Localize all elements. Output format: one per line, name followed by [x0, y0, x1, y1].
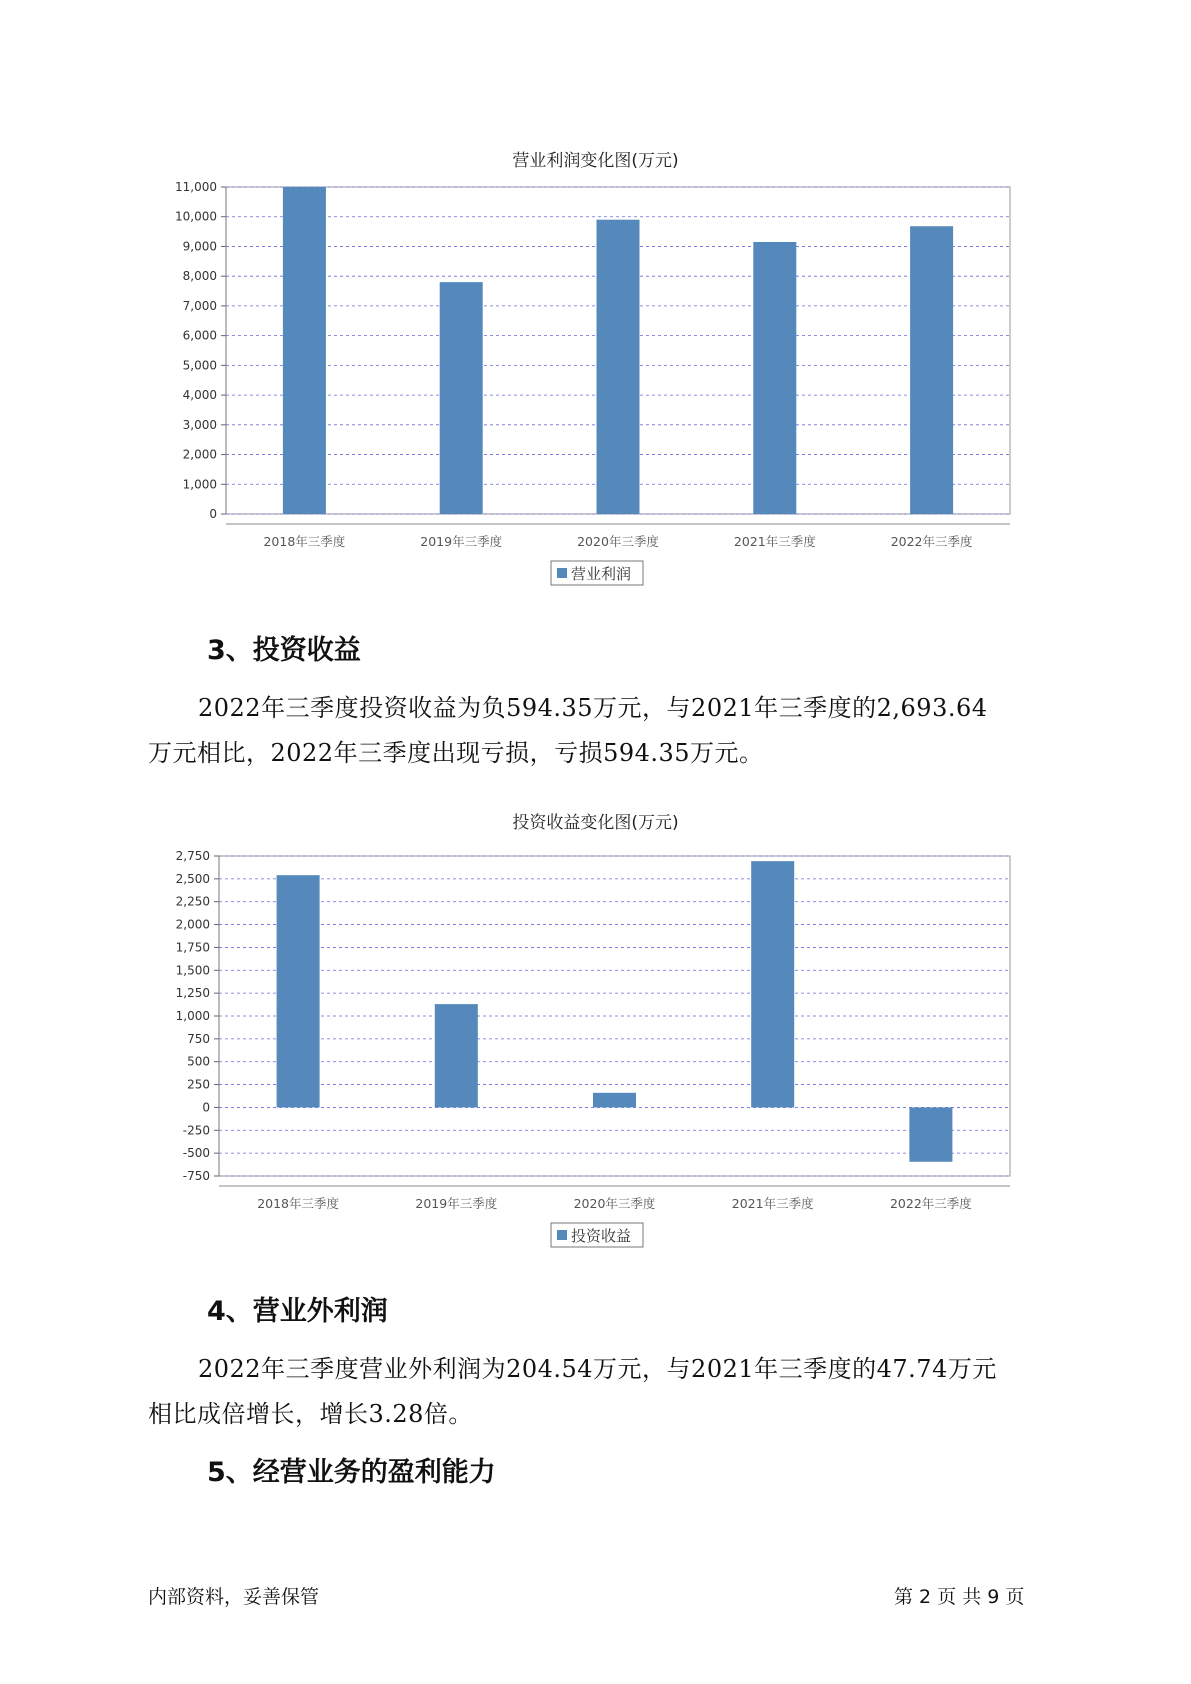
section4-paragraph [148, 1347, 1068, 1437]
y-tick-label: 0 [202, 1100, 210, 1115]
x-tick-label: 2021年三季度 [733, 534, 816, 549]
operating-profit-chart [0, 170, 1191, 600]
bar-2022年三季度 [910, 226, 953, 514]
y-tick-label: 9,000 [182, 239, 217, 254]
y-tick-label: 1,500 [175, 963, 210, 978]
y-tick-label: 250 [187, 1077, 210, 1092]
y-tick-label: 10,000 [175, 209, 217, 224]
x-tick-label: 2019年三季度 [415, 1196, 498, 1211]
legend [551, 1223, 643, 1247]
chart2-title: 投资收益变化图(万元) [512, 813, 679, 833]
y-tick-label: 5,000 [182, 358, 217, 373]
section3-heading: 3、投资收益 [207, 635, 361, 666]
legend-swatch [557, 568, 567, 578]
section4-line1: 2022年三季度营业外利润为204.54万元，与2021年三季度的47.74万元 [198, 1355, 997, 1383]
section4-line2: 相比成倍增长，增长3.28倍。 [148, 1400, 473, 1428]
y-tick-label: 4,000 [182, 388, 217, 403]
bar-2021年三季度 [751, 861, 794, 1107]
y-tick-label: 2,000 [175, 917, 210, 932]
y-tick-label: -250 [182, 1123, 210, 1138]
legend-swatch [557, 1230, 567, 1240]
y-tick-label: 2,250 [175, 894, 210, 909]
bar-2020年三季度 [597, 220, 640, 514]
y-tick-label: 1,250 [175, 986, 210, 1001]
bar-2018年三季度 [277, 875, 320, 1107]
legend-label: 投资收益 [571, 1227, 632, 1245]
bar-2019年三季度 [435, 1004, 478, 1107]
bar-2021年三季度 [753, 242, 796, 514]
section4-heading: 4、营业外利润 [207, 1296, 388, 1327]
bar-2018年三季度 [283, 187, 326, 514]
y-tick-label: 2,750 [175, 849, 210, 863]
y-tick-label: 750 [187, 1031, 210, 1046]
bar-2019年三季度 [440, 282, 483, 514]
bar-2020年三季度 [593, 1093, 636, 1108]
section3-line2: 万元相比，2022年三季度出现亏损，亏损594.35万元。 [148, 739, 764, 767]
y-tick-label: 1,750 [175, 940, 210, 955]
y-tick-label: 7,000 [182, 298, 217, 313]
y-tick-label: 1,000 [182, 477, 217, 492]
y-tick-label: 1,000 [175, 1009, 210, 1023]
legend [551, 561, 643, 585]
investment-income-chart [0, 836, 1191, 1266]
section3-paragraph [148, 686, 1068, 776]
y-tick-label: -750 [182, 1169, 210, 1183]
y-tick-label: 11,000 [175, 180, 217, 194]
chart1-title: 营业利润变化图(万元) [512, 151, 679, 171]
section5-heading: 5、经营业务的盈利能力 [207, 1457, 496, 1488]
x-tick-label: 2018年三季度 [263, 534, 346, 549]
x-tick-label: 2021年三季度 [731, 1196, 814, 1211]
y-tick-label: 0 [209, 507, 217, 521]
section3-line1: 2022年三季度投资收益为负594.35万元，与2021年三季度的2,693.64 [198, 694, 988, 722]
y-tick-label: 2,500 [175, 871, 210, 886]
y-tick-label: 2,000 [182, 447, 217, 462]
x-tick-label: 2018年三季度 [257, 1196, 340, 1211]
x-tick-label: 2020年三季度 [573, 1196, 656, 1211]
y-tick-label: 8,000 [182, 269, 217, 284]
x-tick-label: 2022年三季度 [889, 1196, 972, 1211]
y-tick-label: 500 [187, 1054, 210, 1069]
x-tick-label: 2022年三季度 [890, 534, 973, 549]
legend-label: 营业利润 [571, 565, 632, 583]
bar-2022年三季度 [909, 1107, 952, 1161]
y-tick-label: 6,000 [182, 328, 217, 343]
y-tick-label: 3,000 [182, 417, 217, 432]
y-tick-label: -500 [182, 1146, 210, 1161]
x-tick-label: 2020年三季度 [577, 534, 659, 549]
footer-page-number: 第 2 页 共 9 页 [894, 1586, 1025, 1608]
footer-left: 内部资料，妥善保管 [148, 1586, 320, 1608]
x-tick-label: 2019年三季度 [420, 534, 503, 549]
